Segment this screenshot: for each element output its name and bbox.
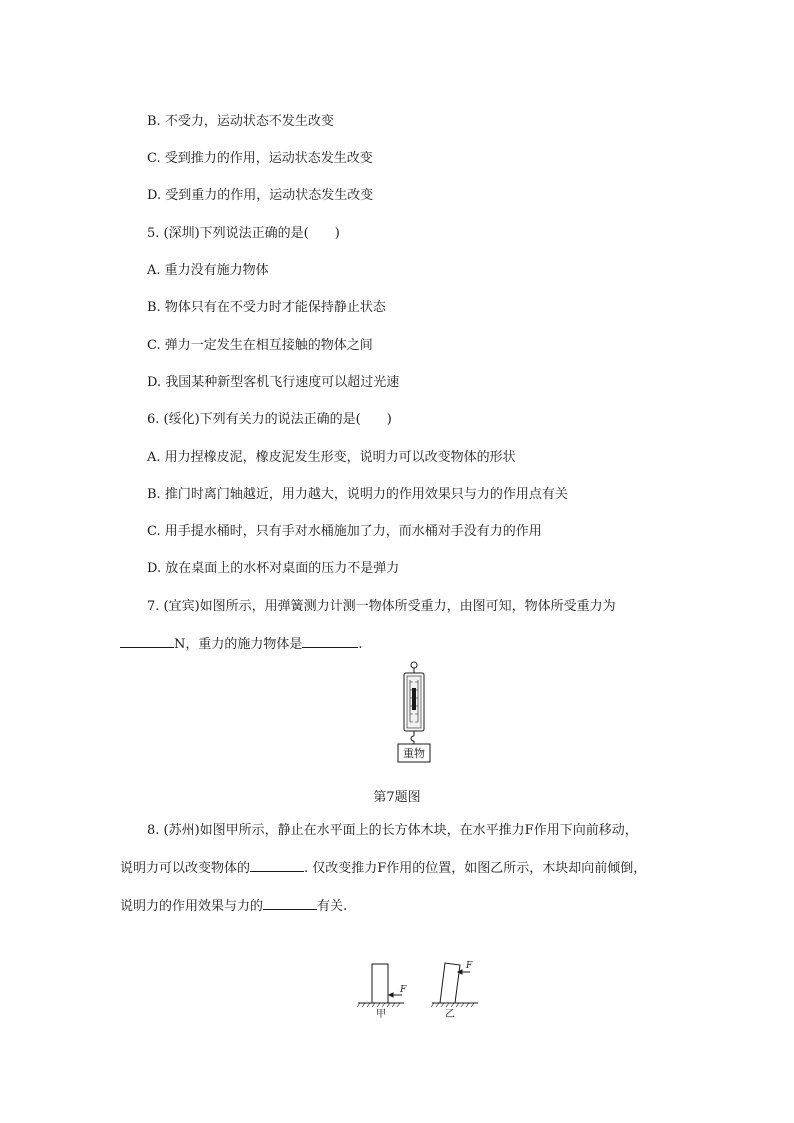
q8-line-3-text-2: 有关. [317, 899, 348, 914]
q7-cont-text-1: N，重力的施力物体是 [174, 637, 303, 652]
q4-option-c: C. 受到推力的作用，运动状态发生改变 [147, 151, 373, 166]
q6-option-d: D. 放在桌面上的水杯对桌面的压力不是弹力 [147, 561, 400, 576]
q8-line-3-text-1: 说明力的作用效果与力的 [120, 899, 264, 914]
q5-option-c: C. 弹力一定发生在相互接触的物体之间 [147, 338, 373, 353]
q7-blank-2[interactable] [302, 647, 358, 648]
q8-line-1: 8. (苏州)如图甲所示，静止在水平面上的长方体木块，在水平推力F作用下向前移动， [147, 823, 638, 838]
q8-line-2 [120, 861, 646, 877]
q5-option-d: D. 我国某种新型客机飞行速度可以超过光速 [147, 375, 400, 390]
figure-jia [357, 964, 404, 1007]
q8-line-2-text-2: . 仅改变推力F作用的位置，如图乙所示，木块却向前倾倒， [304, 861, 647, 876]
q7-stem: 7. (宜宾)如图所示，用弹簧测力计测一物体所受重力，由图可知，物体所受重力为 [147, 599, 616, 614]
q4-option-d: D. 受到重力的作用，运动状态发生改变 [147, 188, 374, 203]
q5-option-a: A. 重力没有施力物体 [147, 263, 269, 278]
weight-box-label: 重物 [403, 747, 425, 760]
q6-option-b: B. 推门时离门轴越近，用力越大，说明力的作用效果只与力的作用点有关 [147, 487, 568, 502]
q6-stem: 6. (绥化)下列有关力的说法正确的是( ) [147, 412, 392, 427]
q7-blank-1[interactable] [120, 647, 174, 648]
q8-line-3 [120, 899, 347, 915]
q5-option-b: B. 物体只有在不受力时才能保持静止状态 [147, 300, 386, 315]
q6-option-c: C. 用手提水桶时，只有手对水桶施加了力，而水桶对手没有力的作用 [147, 524, 542, 539]
q7-figure-caption: 第7题图 [373, 790, 421, 805]
q4-option-b: B. 不受力，运动状态不发生改变 [147, 114, 334, 129]
figure-yi-label: 乙 [445, 1009, 455, 1020]
q7-cont-text-2: . [358, 637, 363, 652]
force-label-jia: F [400, 985, 407, 995]
force-label-yi: F [466, 961, 473, 971]
q6-option-a: A. 用力捏橡皮泥，橡皮泥发生形变，说明力可以改变物体的形状 [147, 450, 516, 465]
spring-scale-icon [404, 662, 424, 744]
q5-stem: 5. (深圳)下列说法正确的是( ) [147, 226, 340, 241]
q7-spring-scale-figure [390, 660, 438, 764]
q8-blank-1[interactable] [250, 871, 304, 872]
q7-continuation [120, 637, 363, 653]
q8-line-2-text-1: 说明力可以改变物体的 [120, 861, 251, 876]
figure-jia-label: 甲 [376, 1009, 386, 1020]
q8-blank-2[interactable] [263, 909, 317, 910]
q8-block-figure [352, 955, 488, 1021]
